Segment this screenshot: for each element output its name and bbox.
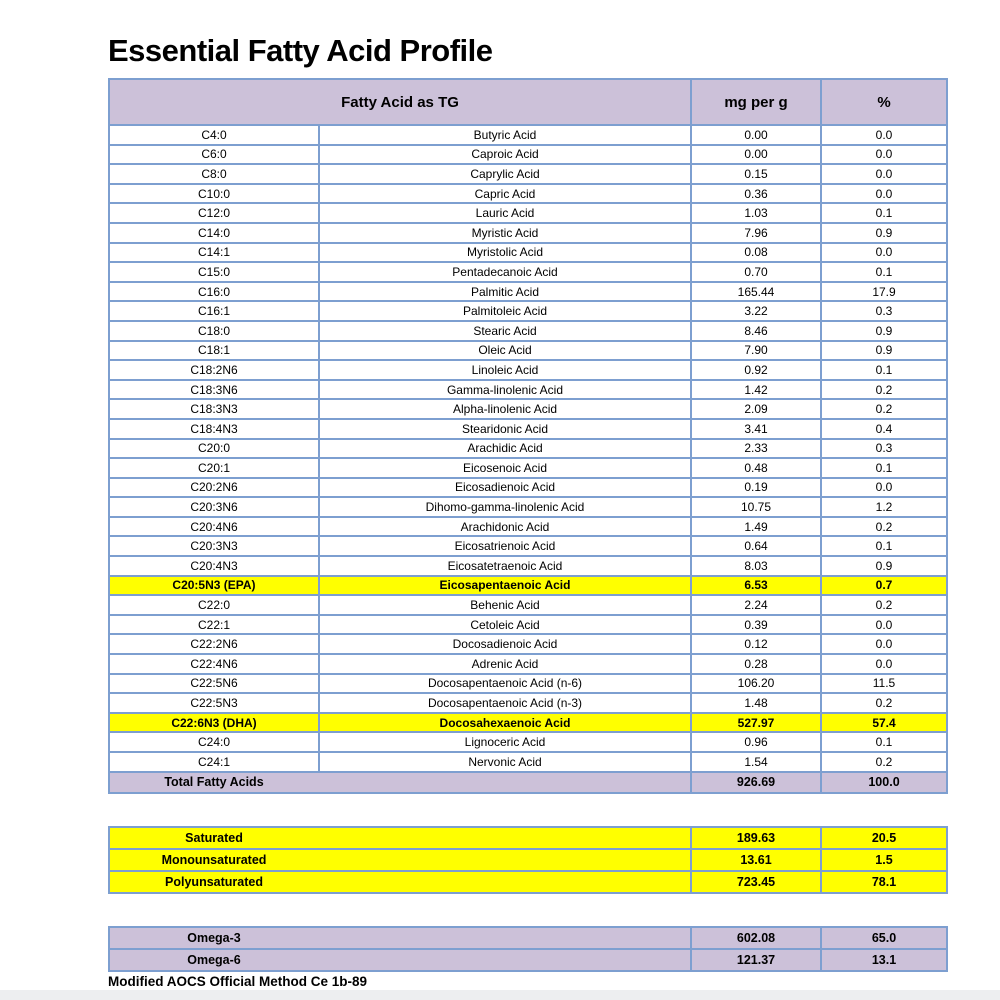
cell-name: Eicosatrienoic Acid	[319, 536, 691, 556]
total-row	[109, 772, 947, 793]
omega-row-label-cell	[109, 949, 691, 971]
cell-name: Stearidonic Acid	[319, 419, 691, 439]
cell-name: Alpha-linolenic Acid	[319, 399, 691, 419]
saturation-row-label-cell-text: Monounsaturated	[161, 853, 267, 867]
cell-mg-per-g: 7.90	[691, 341, 821, 361]
table-row	[109, 184, 947, 204]
cell-percent: 17.9	[821, 282, 947, 302]
table-row	[109, 262, 947, 282]
cell-name: Palmitic Acid	[319, 282, 691, 302]
cell-mg-per-g: 165.44	[691, 282, 821, 302]
table-row	[109, 497, 947, 517]
cell-name: Eicosadienoic Acid	[319, 478, 691, 498]
omega-row	[109, 949, 947, 971]
cell-name: Docosahexaenoic Acid	[319, 713, 691, 733]
cell-code: C10:0	[109, 184, 319, 204]
cell-code: C20:3N6	[109, 497, 319, 517]
cell-percent: 57.4	[821, 713, 947, 733]
cell-percent: 0.2	[821, 517, 947, 537]
table-row	[109, 732, 947, 752]
omega-row-percent-cell: 65.0	[821, 927, 947, 949]
cell-name: Nervonic Acid	[319, 752, 691, 772]
cell-percent: 1.2	[821, 497, 947, 517]
total-label-cell	[109, 772, 691, 793]
cell-percent: 0.9	[821, 223, 947, 243]
cell-code: C18:3N6	[109, 380, 319, 400]
saturation-rows	[109, 827, 947, 893]
fatty-acid-table	[108, 78, 948, 794]
table-row	[109, 439, 947, 459]
saturation-row-mg-per-g-cell: 189.63	[691, 827, 821, 849]
fatty-acid-rows	[109, 125, 947, 793]
cell-name: Arachidonic Acid	[319, 517, 691, 537]
cell-percent: 0.0	[821, 164, 947, 184]
cell-name: Lauric Acid	[319, 203, 691, 223]
table-row	[109, 536, 947, 556]
cell-code: C20:1	[109, 458, 319, 478]
cell-percent: 0.2	[821, 595, 947, 615]
omega-row-label-cell	[109, 927, 691, 949]
table-row	[109, 419, 947, 439]
cell-name: Eicosenoic Acid	[319, 458, 691, 478]
omega-row-label-cell-text: Omega-6	[187, 953, 241, 967]
cell-name: Capric Acid	[319, 184, 691, 204]
cell-name: Docosadienoic Acid	[319, 634, 691, 654]
cell-name: Caprylic Acid	[319, 164, 691, 184]
col-header-fatty-acid: Fatty Acid as TG	[109, 79, 691, 125]
total-label-cell-text: Total Fatty Acids	[164, 775, 264, 790]
cell-percent: 0.2	[821, 752, 947, 772]
cell-percent: 0.2	[821, 399, 947, 419]
table-row	[109, 576, 947, 596]
table-row	[109, 478, 947, 498]
cell-name: Arachidic Acid	[319, 439, 691, 459]
cell-mg-per-g: 1.03	[691, 203, 821, 223]
cell-percent: 0.1	[821, 732, 947, 752]
cell-name: Myristic Acid	[319, 223, 691, 243]
cell-code: C16:1	[109, 301, 319, 321]
cell-name: Eicosatetraenoic Acid	[319, 556, 691, 576]
cell-name: Gamma-linolenic Acid	[319, 380, 691, 400]
total-mg-per-g-cell: 926.69	[691, 772, 821, 793]
saturation-summary-table	[108, 826, 948, 894]
cell-name: Oleic Acid	[319, 341, 691, 361]
cell-code: C22:6N3 (DHA)	[109, 713, 319, 733]
table-row	[109, 615, 947, 635]
cell-code: C20:2N6	[109, 478, 319, 498]
omega-row-label-cell-text: Omega-3	[187, 931, 241, 945]
cell-code: C16:0	[109, 282, 319, 302]
cell-percent: 0.4	[821, 419, 947, 439]
cell-code: C14:0	[109, 223, 319, 243]
cell-name: Dihomo-gamma-linolenic Acid	[319, 497, 691, 517]
table-row	[109, 341, 947, 361]
cell-code: C20:4N3	[109, 556, 319, 576]
saturation-row-label-cell	[109, 849, 691, 871]
cell-mg-per-g: 1.42	[691, 380, 821, 400]
cell-mg-per-g: 3.22	[691, 301, 821, 321]
table-row	[109, 360, 947, 380]
cell-mg-per-g: 0.96	[691, 732, 821, 752]
cell-mg-per-g: 10.75	[691, 497, 821, 517]
table-row	[109, 380, 947, 400]
table-row	[109, 145, 947, 165]
cell-percent: 0.3	[821, 301, 947, 321]
page-title: Essential Fatty Acid Profile	[108, 33, 493, 68]
cell-code: C18:3N3	[109, 399, 319, 419]
cell-name: Linoleic Acid	[319, 360, 691, 380]
cell-percent: 0.1	[821, 360, 947, 380]
saturation-row-label-cell	[109, 827, 691, 849]
cell-mg-per-g: 0.39	[691, 615, 821, 635]
cell-code: C20:0	[109, 439, 319, 459]
cell-code: C24:1	[109, 752, 319, 772]
cell-percent: 0.9	[821, 556, 947, 576]
cell-code: C18:2N6	[109, 360, 319, 380]
cell-percent: 0.1	[821, 203, 947, 223]
cell-code: C6:0	[109, 145, 319, 165]
method-footnote: Modified AOCS Official Method Ce 1b-89	[108, 974, 368, 989]
cell-code: C12:0	[109, 203, 319, 223]
cell-mg-per-g: 1.54	[691, 752, 821, 772]
table-row	[109, 713, 947, 733]
cell-mg-per-g: 0.28	[691, 654, 821, 674]
saturation-row-percent-cell: 20.5	[821, 827, 947, 849]
table-row	[109, 399, 947, 419]
saturation-row-percent-cell: 1.5	[821, 849, 947, 871]
cell-name: Lignoceric Acid	[319, 732, 691, 752]
cell-code: C22:0	[109, 595, 319, 615]
table-row	[109, 301, 947, 321]
cell-mg-per-g: 0.00	[691, 125, 821, 145]
table-row	[109, 164, 947, 184]
saturation-row-label-cell-text: Polyunsaturated	[165, 875, 263, 889]
cell-name: Behenic Acid	[319, 595, 691, 615]
cell-code: C20:3N3	[109, 536, 319, 556]
cell-percent: 0.2	[821, 693, 947, 713]
cell-mg-per-g: 0.12	[691, 634, 821, 654]
cell-name: Cetoleic Acid	[319, 615, 691, 635]
cell-percent: 0.1	[821, 458, 947, 478]
table-row	[109, 203, 947, 223]
saturation-row-mg-per-g-cell: 723.45	[691, 871, 821, 893]
cell-code: C15:0	[109, 262, 319, 282]
table-row	[109, 752, 947, 772]
cell-mg-per-g: 2.24	[691, 595, 821, 615]
cell-mg-per-g: 2.09	[691, 399, 821, 419]
cell-code: C22:4N6	[109, 654, 319, 674]
cell-mg-per-g: 7.96	[691, 223, 821, 243]
table-row	[109, 223, 947, 243]
table-row	[109, 125, 947, 145]
cell-percent: 0.0	[821, 125, 947, 145]
cell-mg-per-g: 6.53	[691, 576, 821, 596]
cell-percent: 0.3	[821, 439, 947, 459]
saturation-row	[109, 871, 947, 893]
cell-name: Caproic Acid	[319, 145, 691, 165]
cell-mg-per-g: 1.49	[691, 517, 821, 537]
cell-mg-per-g: 3.41	[691, 419, 821, 439]
cell-mg-per-g: 8.03	[691, 556, 821, 576]
table-row	[109, 243, 947, 263]
page-bottom-edge	[0, 990, 1000, 1000]
cell-mg-per-g: 2.33	[691, 439, 821, 459]
cell-percent: 0.0	[821, 615, 947, 635]
table-row	[109, 321, 947, 341]
cell-percent: 0.0	[821, 243, 947, 263]
table-row	[109, 595, 947, 615]
cell-percent: 0.2	[821, 380, 947, 400]
cell-mg-per-g: 0.00	[691, 145, 821, 165]
omega-summary-table	[108, 926, 948, 972]
cell-name: Docosapentaenoic Acid (n-3)	[319, 693, 691, 713]
cell-percent: 0.0	[821, 478, 947, 498]
cell-percent: 11.5	[821, 674, 947, 694]
cell-percent: 0.0	[821, 654, 947, 674]
omega-row-percent-cell: 13.1	[821, 949, 947, 971]
saturation-row-percent-cell: 78.1	[821, 871, 947, 893]
cell-name: Stearic Acid	[319, 321, 691, 341]
cell-code: C18:1	[109, 341, 319, 361]
cell-percent: 0.0	[821, 184, 947, 204]
cell-code: C18:4N3	[109, 419, 319, 439]
table-row	[109, 634, 947, 654]
col-header-mg-per-g: mg per g	[691, 79, 821, 125]
cell-percent: 0.0	[821, 634, 947, 654]
cell-percent: 0.1	[821, 536, 947, 556]
cell-code: C24:0	[109, 732, 319, 752]
cell-name: Adrenic Acid	[319, 654, 691, 674]
cell-name: Docosapentaenoic Acid (n-6)	[319, 674, 691, 694]
cell-mg-per-g: 0.92	[691, 360, 821, 380]
cell-mg-per-g: 8.46	[691, 321, 821, 341]
cell-name: Palmitoleic Acid	[319, 301, 691, 321]
saturation-row-label-cell	[109, 871, 691, 893]
cell-name: Myristolic Acid	[319, 243, 691, 263]
cell-percent: 0.0	[821, 145, 947, 165]
cell-code: C20:4N6	[109, 517, 319, 537]
cell-mg-per-g: 0.64	[691, 536, 821, 556]
table-row	[109, 674, 947, 694]
cell-code: C8:0	[109, 164, 319, 184]
cell-code: C22:5N6	[109, 674, 319, 694]
saturation-row	[109, 849, 947, 871]
cell-mg-per-g: 1.48	[691, 693, 821, 713]
saturation-row-label-cell-text: Saturated	[185, 831, 243, 845]
cell-code: C22:5N3	[109, 693, 319, 713]
cell-mg-per-g: 0.15	[691, 164, 821, 184]
cell-code: C14:1	[109, 243, 319, 263]
omega-row-mg-per-g-cell: 121.37	[691, 949, 821, 971]
cell-mg-per-g: 0.48	[691, 458, 821, 478]
cell-percent: 0.7	[821, 576, 947, 596]
table-row	[109, 693, 947, 713]
cell-code: C22:1	[109, 615, 319, 635]
col-header-percent: %	[821, 79, 947, 125]
cell-code: C4:0	[109, 125, 319, 145]
cell-code: C22:2N6	[109, 634, 319, 654]
cell-name: Pentadecanoic Acid	[319, 262, 691, 282]
saturation-row	[109, 827, 947, 849]
cell-percent: 0.9	[821, 321, 947, 341]
cell-percent: 0.9	[821, 341, 947, 361]
table-row	[109, 517, 947, 537]
cell-percent: 0.1	[821, 262, 947, 282]
saturation-row-mg-per-g-cell: 13.61	[691, 849, 821, 871]
table-row	[109, 654, 947, 674]
table-row	[109, 282, 947, 302]
cell-name: Eicosapentaenoic Acid	[319, 576, 691, 596]
cell-mg-per-g: 106.20	[691, 674, 821, 694]
cell-code: C20:5N3 (EPA)	[109, 576, 319, 596]
omega-row	[109, 927, 947, 949]
cell-code: C18:0	[109, 321, 319, 341]
table-row	[109, 556, 947, 576]
total-percent-cell: 100.0	[821, 772, 947, 793]
cell-mg-per-g: 0.19	[691, 478, 821, 498]
cell-mg-per-g: 0.70	[691, 262, 821, 282]
cell-mg-per-g: 0.36	[691, 184, 821, 204]
header-row	[109, 79, 947, 125]
cell-name: Butyric Acid	[319, 125, 691, 145]
cell-mg-per-g: 0.08	[691, 243, 821, 263]
table-row	[109, 458, 947, 478]
omega-rows	[109, 927, 947, 971]
omega-row-mg-per-g-cell: 602.08	[691, 927, 821, 949]
cell-mg-per-g: 527.97	[691, 713, 821, 733]
